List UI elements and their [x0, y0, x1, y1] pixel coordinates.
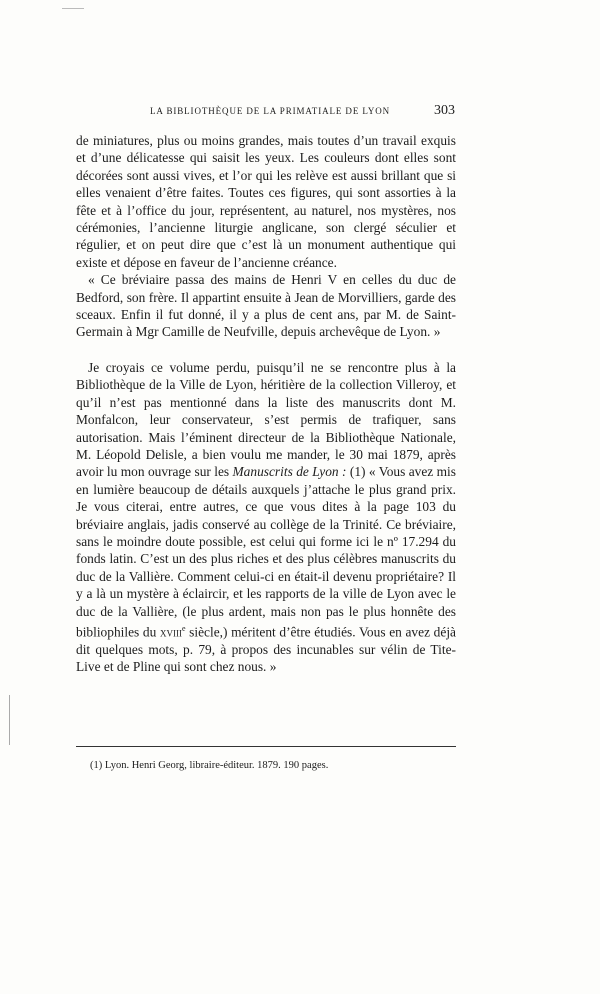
body-text [76, 132, 456, 676]
running-title: LA BIBLIOTHÈQUE DE LA PRIMATIALE DE LYON [150, 106, 391, 116]
footnote: (1) Lyon. Henri Georg, libraire-éditeur. 1879. 190 pages. [90, 760, 329, 771]
paragraph-breviaire-quote: « Ce bréviaire passa des mains de Henri V en celles du duc de Bedford, son frère. Il appartint ensuite à Jean de Morvilliers, garde des sceaux. Enfin il fut donné, il y a plus de cent ans, par M. de Saint-Germain à Mgr Camille de Neufville, depuis archevêque de Lyon. » [76, 272, 456, 340]
footnote-rule [76, 746, 456, 747]
page-header [150, 103, 455, 119]
margin-line [9, 695, 10, 745]
page-number: 303 [434, 103, 455, 118]
text-run: Je croyais ce volume perdu, puisqu’il ne se rencontre plus à la Bibliothèque de la Ville de Lyon, héritière de la collection Villeroy, et qu’il n’est pas mentionné dans la liste des manuscrits dont M. Monfalcon, leur conservateur, s’est permis de trafiquer, sans autorisation. Mais l’éminent directeur de la Bibliothèque Nationale, M. Léopold Delisle, a bien voulu me mander, le 30 mai 1879, après avoir lu mon ouvrage sur les [76, 359, 456, 480]
book-title: Manuscrits de Lyon : [232, 464, 347, 480]
text-run: siècle,) méritent d’être étudiés. Vous en avez déjà dit quelques mots, p. 79, à propos des incunables sur vélin de Tite-Live et de Pline qui sont chez nous. » [76, 624, 456, 675]
century-numeral: xviii [159, 624, 182, 640]
scan-mark [62, 8, 84, 9]
paragraph-volume-perdu [76, 359, 456, 676]
century-superscript: e [181, 623, 186, 633]
paragraph-miniatures: de miniatures, plus ou moins grandes, mais toutes d’un travail exquis et d’une délicatesse qui saisit les yeux. Les couleurs dont elles sont décorées sont aussi vives, et l’or qui les relève est aussi brillant que si elles venaient d’être faites. Toutes ces figures, qui sont assorties à la fête et à l’office du jour, représentent, au naturel, nos mystères, nos cérémonies, l’ancienne liturgie anglicane, son clergé séculier et régulier, et on peut dire que c’est là un monument authentique qui existe et dépose en faveur de l’ancienne créance. [76, 133, 456, 270]
text-run: (1) « Vous avez mis en lumière beaucoup de détails auxquels j’attache le plus grand prix. Je vous citerai, entre autres, ce que vous dites à la page 103 du bréviaire anglais, jadis conservé au collège de la Trinité. Ce bréviaire, sans le moindre doute possible, est celui qui forme ici le nº 17.294 du fonds latin. C’est un des plus riches et des plus célèbres manuscrits du duc de la Vallière. Comment celui-ci en était-il devenu propriétaire? Il y a là un mystère à éclaircir, et les rapports de la ville de Lyon avec le duc de la Vallière, (le plus ardent, mais non pas le plus honnête des bibliophiles du [76, 464, 456, 640]
